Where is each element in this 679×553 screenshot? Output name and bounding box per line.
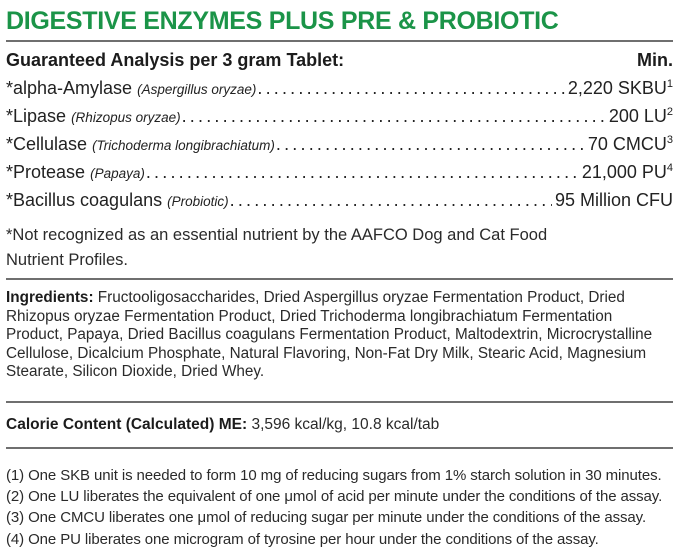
enzyme-name-cell — [6, 103, 181, 131]
enzyme-name-cell — [6, 131, 275, 159]
enzyme-name-cell — [6, 187, 229, 215]
dot-leader — [230, 187, 552, 214]
enzyme-value-cell — [609, 103, 673, 130]
enzyme-name: *Bacillus coagulans — [6, 190, 163, 210]
enzyme-source: (Rhizopus oryzae) — [71, 110, 181, 125]
enzyme-value: 95 Million CFU — [554, 190, 673, 210]
enzyme-name: *Protease — [6, 162, 86, 182]
product-title: DIGESTIVE ENZYMES PLUS PRE & PROBIOTIC — [6, 7, 559, 35]
enzyme-name: *Cellulase — [6, 134, 88, 154]
enzyme-name-cell — [6, 159, 145, 187]
footnote-ref: 3 — [666, 134, 673, 146]
calorie-content-label: Calorie Content (Calculated) ME: — [6, 415, 248, 433]
divider — [6, 447, 673, 449]
min-column-header: Min. — [637, 50, 673, 70]
ingredients-label: Ingredients: — [6, 289, 94, 306]
analysis-row — [6, 75, 673, 103]
guaranteed-analysis-header — [6, 49, 673, 71]
calorie-content-value: 3,596 kcal/kg, 10.8 kcal/tab — [251, 415, 440, 433]
enzyme-source: (Papaya) — [90, 166, 145, 181]
enzyme-source: (Trichoderma longibrachiatum) — [92, 138, 275, 153]
dot-leader — [276, 131, 585, 158]
dot-leader — [257, 75, 564, 102]
footnote-ref: 1 — [666, 78, 673, 90]
enzyme-name-cell — [6, 75, 256, 103]
enzyme-value: 70 CMCU — [587, 134, 667, 154]
analysis-row — [6, 187, 673, 215]
footnote-lu: (2) One LU liberates the equivalent of one μmol of acid per minute under the conditions of the assay. — [6, 488, 663, 506]
footnote-skb: (1) One SKB unit is needed to form 10 mg of reducing sugars from 1% starch solution in 30 minutes. — [6, 466, 662, 484]
analysis-row — [6, 103, 673, 131]
analysis-row — [6, 131, 673, 159]
footnote-cmcu: (3) One CMCU liberates one μmol of reducing sugar per minute under the conditions of the assay. — [6, 509, 647, 527]
dot-leader — [146, 159, 579, 186]
enzyme-value-cell — [555, 187, 673, 214]
enzyme-source: (Aspergillus oryzae) — [137, 82, 257, 97]
calorie-content-line — [6, 415, 673, 434]
analysis-row — [6, 159, 673, 187]
divider — [6, 40, 673, 42]
enzyme-value: 21,000 PU — [581, 162, 667, 182]
enzyme-value-cell — [582, 159, 673, 186]
enzyme-name: *alpha-Amylase — [6, 78, 133, 98]
enzyme-value: 2,220 SKBU — [567, 78, 667, 98]
dot-leader — [182, 103, 606, 130]
divider — [6, 401, 673, 403]
unit-footnotes — [6, 465, 673, 550]
ingredients-text: Fructooligosaccharides, Dried Aspergillus oryzae Fermentation Product, Dried Rhizopus oryzae Fermentation Product, Dried Trichoderma longibrachiatum Fermentation Product, Papaya, Dried Bacillus coagulans Fermentation Product, Maltodextrin, Microcrystalline Cellulose, Dicalcium Phosphate, Natural Flavoring, Non-Fat Dry Milk, Stearic Acid, Magnesium Stearate, Silicon Dioxide, Dried Whey. — [6, 289, 653, 381]
enzyme-value: 200 LU — [608, 106, 667, 126]
enzyme-name: *Lipase — [6, 106, 67, 126]
aafco-disclaimer: *Not recognized as an essential nutrient by the AAFCO Dog and Cat Food Nutrient Profiles. — [6, 226, 548, 269]
enzyme-value-cell — [588, 131, 673, 158]
footnote-ref: 4 — [666, 162, 673, 174]
enzyme-value-cell — [568, 75, 673, 102]
ingredients-paragraph — [6, 289, 673, 382]
footnote-pu: (4) One PU liberates one microgram of tyrosine per hour under the conditions of the assay. — [6, 530, 599, 548]
divider — [6, 278, 673, 280]
guaranteed-analysis-title: Guaranteed Analysis per 3 gram Tablet: — [6, 50, 345, 70]
analysis-table — [6, 75, 673, 215]
enzyme-source: (Probiotic) — [167, 194, 229, 209]
footnote-ref: 2 — [666, 106, 673, 118]
